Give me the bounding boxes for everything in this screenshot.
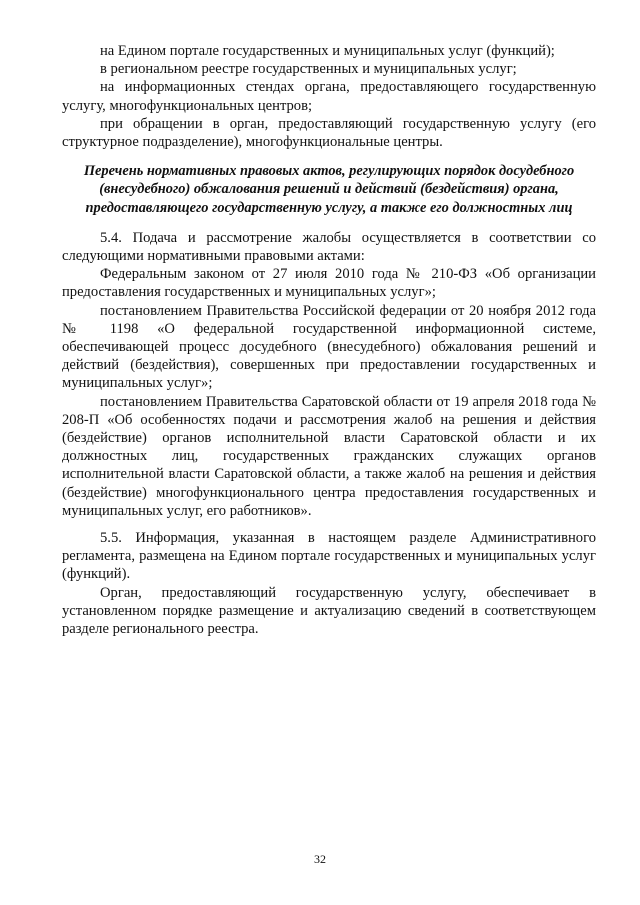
page-number: 32 — [314, 852, 326, 866]
act-government-decree-1198: постановлением Правительства Российской федерации от 20 ноября 2012 года № 1198 «О федеральной государственной информационной системе, обеспечивающей процесс досудебного (внесудебного) обжалования решений и действий (бездействия), совершенных при предоставлении государственных и муниципальных услуг»; — [62, 302, 596, 392]
paragraph-gap — [62, 520, 596, 529]
paragraph-5-5: 5.5. Информация, указанная в настоящем разделе Административного регламента, размещена на Едином портале государственных и муниципальных услуг (функций). — [62, 530, 596, 583]
paragraph-5-4-intro: 5.4. Подача и рассмотрение жалобы осуществляется в соответствии со следующими нормативными правовыми актами: — [62, 229, 596, 265]
info-item-on-request: при обращении в орган, предоставляющий государственную услугу (его структурное подразделение), многофункциональные центры. — [62, 115, 596, 151]
info-item-info-stands: на информационных стендах органа, предоставляющего государственную услугу, многофункциональных центров; — [62, 79, 596, 114]
document-page — [62, 42, 596, 638]
paragraph-organ-obligation: Орган, предоставляющий государственную услугу, обеспечивает в установленном порядке размещение и актуализацию сведений в соответствующем разделе регионального реестра. — [62, 584, 596, 638]
act-saratov-decree-208: постановлением Правительства Саратовской области от 19 апреля 2018 года № 208-П «Об особенностях подачи и рассмотрения жалоб на решения и действия (бездействие) органов исполнительной власти Саратовской области и их должностных лиц, государственных гражданских служащих органов исполнительной власти Саратовской области, а также жалоб на решения и действия (бездействие) многофункционального центра предоставления государственных и муниципальных услуг, его работников». — [62, 393, 596, 519]
info-item-single-portal: на Едином портале государственных и муниципальных услуг (функций); — [100, 43, 555, 59]
section-heading: Перечень нормативных правовых актов, регулирующих порядок досудебного (внесудебного) обжалования решений и действий (бездействия) органа, предоставляющего государственную услугу, а также его должностных лиц — [83, 163, 575, 216]
info-item-regional-registry: в региональном реестре государственных и муниципальных услуг; — [100, 61, 517, 78]
act-federal-law-210: Федеральным законом от 27 июля 2010 года № 210-ФЗ «Об организации предоставления государственных и муниципальных услуг»; — [62, 266, 596, 301]
